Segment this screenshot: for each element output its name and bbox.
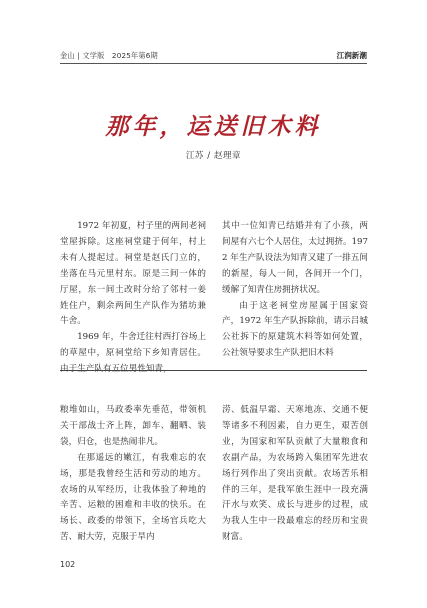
article-byline: 江苏 / 赵理章 [185,151,242,161]
paragraph: 其中一位知青已结婚并有了小孩，两间屋有六七个人居住，太过拥挤。1972 年生产队设法为知青又建了一排五间的新屋，每人一间，各间开一个门，缓解了知青住房拥挤状况。 [222,221,368,295]
text-column-1 [60,219,206,375]
paragraph: 在那遥远的嫩江，有我难忘的农场，那是我曾经生活和劳动的地方。农场的从军经历，让我体验了种地的辛苦、运粮的困难和丰收的快乐。在场长、政委的带领下，全场官兵吃大苦、耐大劳，克服于旱内 [60,452,206,543]
text-column-2 [222,219,368,359]
paragraph: 1969 年，牛舍迁往村西打谷场上的草屋中，原祠堂给下乡知青居住。由于生产队有五位男性知青， [60,332,206,375]
section-name: 江润新潮 [336,51,367,60]
text-column-4 [222,403,368,548]
paragraph: 涝、低温早霜、天寒地冻、交通不便等诸多不利因素，自力更生，艰苦创业，为国家和军队贡献了大量粮食和农副产品，为农场跨入集团军先进农场行列作出了突出贡献。农场苦乐相伴的三年，是我军旅生涯中一段充满汗水与欢笑、成长与进步的过程，成为我人生中一段最难忘的经历和宝贵财富。 [222,405,368,543]
text-column-3 [60,403,206,548]
paragraph: 粮堆如山，马政委率先垂范，带领机关干部战士齐上阵，卸车、翻晒、装袋，归仓，也是热闹非凡。 [60,405,206,447]
article-title: 那年，运送旧木料 [105,113,322,140]
page-number: 102 [60,560,76,569]
paragraph: 1972 年初夏，村子里的两间老祠堂屋拆除。这座祠堂建于何年，村上未有人提起过。祠堂是赵氏门立的，坐落在马元里村东。原是三间一体的厅屋，东一间土改时分给了邻村一姜姓住户，剩余两间生产队作为猪坊兼牛舍。 [60,221,206,327]
paragraph: 由于这老祠堂房屋属于国家资产，1972 年生产队拆除前，请示吕城公社拆下的原建筑木料等如何处置，公社领导要求生产队把旧木料 [222,300,368,359]
journal-info: 金山 | 文学版 2025年第6期 [60,51,158,60]
header-divider [60,63,367,64]
section-divider [60,370,367,371]
